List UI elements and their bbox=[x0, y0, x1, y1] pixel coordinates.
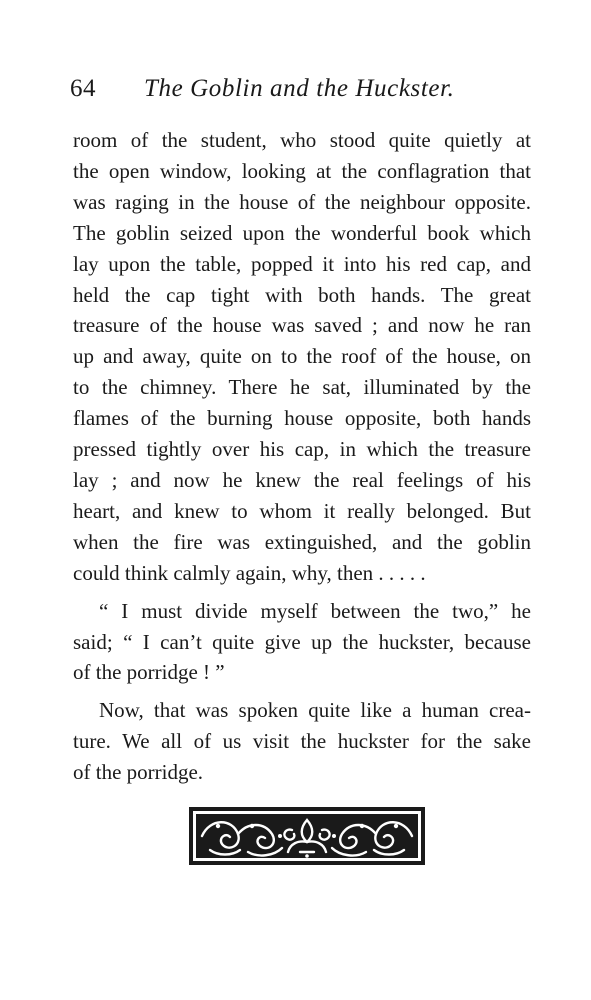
text-line: flames of the burning house opposite, both hands bbox=[73, 406, 531, 431]
text-line: up and away, quite on to the roof of the house, on bbox=[73, 344, 531, 369]
text-line: to the chimney. There he sat, illuminated by the bbox=[73, 375, 531, 400]
text-line: ture. We all of us visit the huckster for the sake bbox=[73, 729, 531, 754]
text-line: room of the student, who stood quite quietly at bbox=[73, 128, 531, 152]
text-line: said; “ I can’t quite give up the huckster, because bbox=[73, 629, 531, 654]
text-line: the open window, looking at the conflagration that bbox=[73, 158, 531, 183]
text-line: treasure of the house was saved ; and now he ran bbox=[73, 313, 531, 338]
paragraph-1 bbox=[73, 125, 531, 589]
text-line: could think calmly again, why, then . . . . . bbox=[73, 560, 426, 585]
floral-scroll-ornament-icon bbox=[188, 806, 426, 866]
paragraph-2 bbox=[73, 596, 531, 689]
paragraph-3 bbox=[73, 695, 531, 788]
text-line: held the cap tight with both hands. The great bbox=[73, 282, 531, 307]
text-line: The goblin seized upon the wonderful book which bbox=[73, 220, 531, 245]
body-text bbox=[73, 125, 531, 795]
text-line: when the fire was extinguished, and the goblin bbox=[73, 529, 531, 554]
text-line: was raging in the house of the neighbour opposite. bbox=[73, 189, 531, 214]
text-line: of the porridge. bbox=[73, 760, 204, 785]
running-header bbox=[70, 72, 510, 106]
text-line: lay upon the table, popped it into his red cap, and bbox=[73, 251, 531, 276]
page-number: 64 bbox=[70, 75, 96, 102]
running-title: The Goblin and the Huckster. bbox=[144, 75, 455, 102]
text-line: of the porridge ! ” bbox=[73, 660, 225, 685]
text-line: Now, that was spoken quite like a human crea- bbox=[99, 698, 531, 723]
text-line: pressed tightly over his cap, in which the treasure bbox=[73, 437, 531, 462]
text-line: heart, and knew to whom it really belonged. But bbox=[73, 498, 531, 523]
text-line: “ I must divide myself between the two,” he bbox=[99, 598, 531, 623]
text-line: lay ; and now he knew the real feelings of his bbox=[73, 467, 531, 492]
